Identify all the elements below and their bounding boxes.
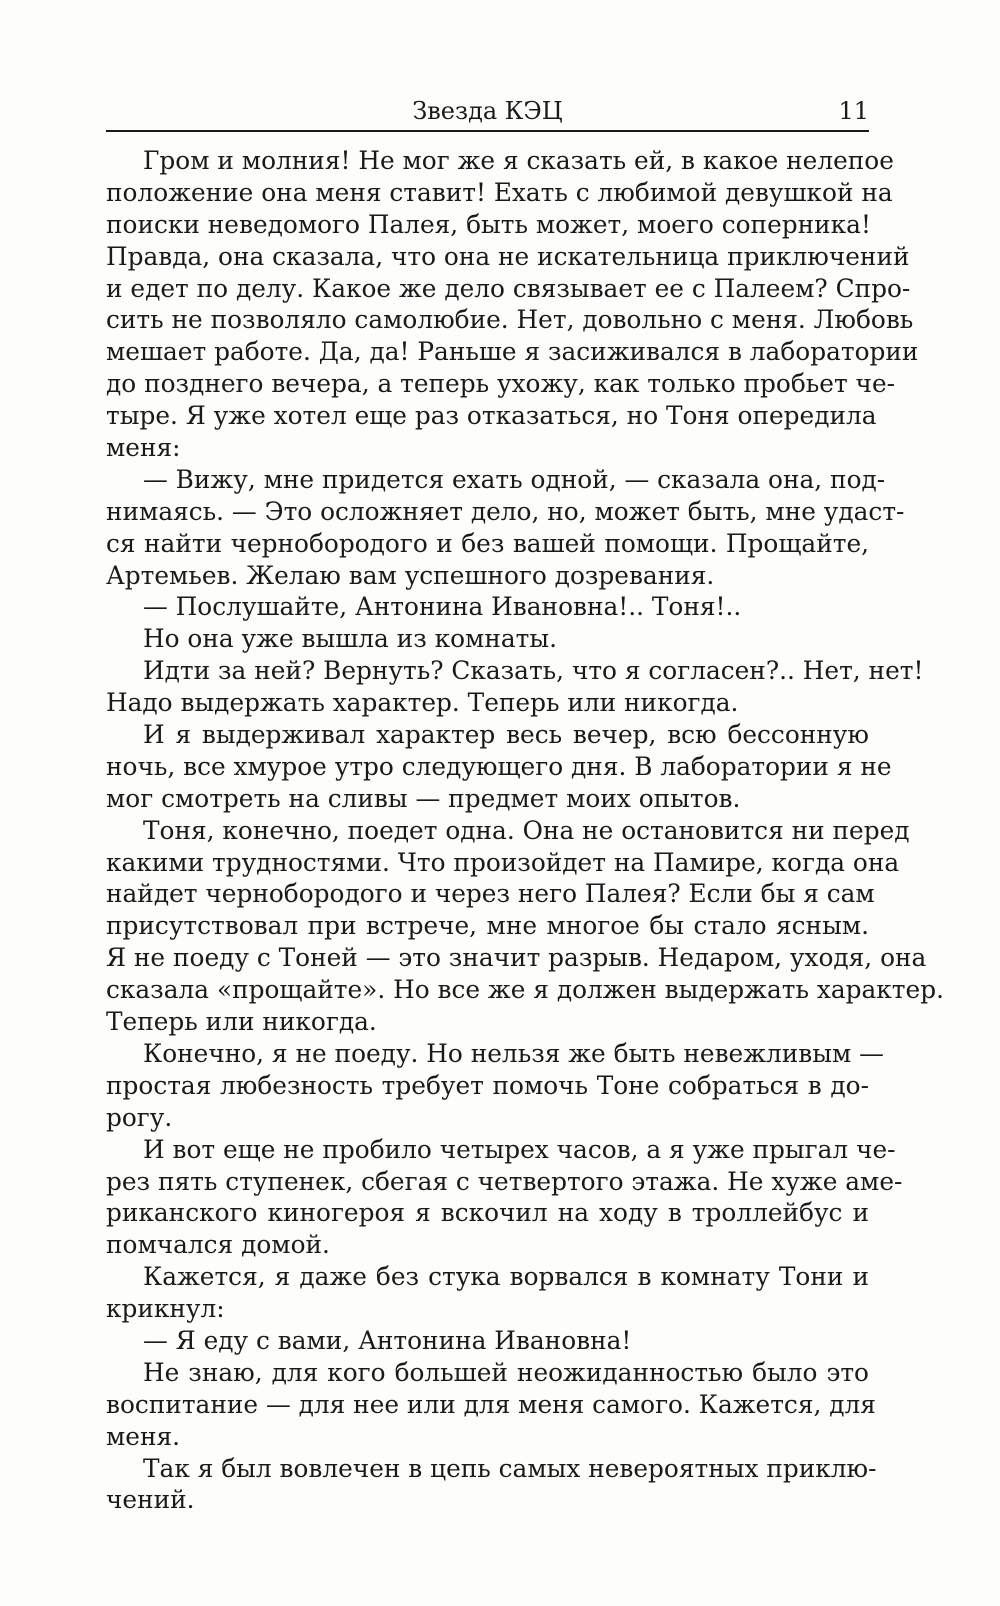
text-line: — Я еду с вами, Антонина Ивановна! — [143, 1325, 632, 1355]
text-line: ночь, все хмурое утро следующего дня. В лаборатории я не — [106, 751, 892, 781]
text-line: положение она меня ставит! Ехать с любимой девушкой на — [106, 177, 893, 207]
text-line: Артемьев. Желаю вам успешного дозревания. — [106, 560, 715, 590]
text-line: риканского киногероя я вскочил на ходу в троллейбус и — [106, 1198, 869, 1228]
text-line: Идти за ней? Вернуть? Сказать, что я согласен?.. Нет, нет! — [143, 656, 924, 686]
text-line: Гром и молния! Не мог же я сказать ей, в какое нелепое — [143, 146, 894, 175]
text-line: тыре. Я уже хотел еще раз отказаться, но Тоня опередила — [106, 401, 877, 431]
text-line: и едет по делу. Какое же дело связывает ее с Палеем? Спро- — [106, 273, 911, 303]
text-line: Правда, она сказала, что она не искательница приключений — [106, 241, 910, 271]
text-line: помчался домой. — [106, 1230, 330, 1260]
paragraph — [106, 464, 905, 592]
text-line: И я выдерживал характер весь вечер, всю бессонную — [143, 720, 869, 750]
header-rule — [106, 130, 869, 132]
paragraph — [106, 1261, 869, 1325]
running-title: Звезда КЭЦ — [412, 97, 563, 125]
running-head — [106, 96, 869, 126]
paragraph — [106, 1453, 877, 1517]
text-line: сказала «прощайте». Но все же я должен выдержать характер. — [106, 975, 944, 1005]
text-line: Тоня, конечно, поедет одна. Она не остановится ни перед — [143, 815, 910, 845]
text-line: мешает работе. Да, да! Раньше я засиживался в лаборатории — [106, 337, 919, 367]
text-line: нимаясь. — Это осложняет дело, но, может быть, мне удаст- — [106, 496, 905, 526]
text-line: простая любезность требует помочь Тоне собраться в до- — [106, 1070, 869, 1100]
text-line: чений. — [106, 1485, 195, 1515]
text-line: меня: — [106, 433, 181, 463]
paragraph — [106, 145, 919, 464]
text-line: до позднего вечера, а теперь ухожу, как только пробьет че- — [106, 369, 895, 399]
book-page — [106, 0, 944, 1606]
text-line: мог смотреть на сливы — предмет моих опытов. — [106, 783, 741, 813]
text-line: Я не поеду с Тоней — это значит разрыв. Недаром, уходя, она — [106, 943, 927, 973]
paragraph — [106, 1325, 869, 1357]
text-line: Не знаю, для кого большей неожиданностью было это — [143, 1357, 869, 1387]
text-line: Конечно, я не поеду. Но нельзя же быть невежливым — — [143, 1038, 884, 1068]
text-line: Но она уже вышла из комнаты. — [143, 624, 557, 654]
paragraph — [106, 1038, 884, 1134]
text-line: рез пять ступенек, сбегая с четвертого этажа. Не хуже аме- — [106, 1166, 903, 1196]
paragraph — [106, 655, 924, 719]
paragraph — [106, 1134, 903, 1262]
text-line: рогу. — [106, 1102, 173, 1132]
text-line: — Послушайте, Антонина Ивановна!.. Тоня!.. — [143, 592, 742, 622]
text-line: Теперь или никогда. — [106, 1007, 377, 1037]
text-line: поиски неведомого Палея, быть может, моего соперника! — [106, 209, 871, 239]
text-line: меня. — [106, 1421, 181, 1451]
text-line: Так я был вовлечен в цепь самых невероятных приклю- — [143, 1453, 877, 1483]
paragraph — [106, 815, 944, 1038]
text-line: крикнул: — [106, 1294, 225, 1324]
paragraph — [106, 623, 869, 655]
text-line: — Вижу, мне придется ехать одной, — сказала она, под- — [143, 464, 886, 494]
paragraph — [106, 719, 892, 815]
text-line: Кажется, я даже без стука ворвался в комнату Тони и — [143, 1262, 869, 1292]
text-line: ся найти чернобородого и без вашей помощи. Прощайте, — [106, 528, 869, 558]
text-line: найдет чернобородого и через него Палея? Если бы я сам — [106, 879, 875, 909]
body-text — [106, 145, 944, 1516]
text-line: И вот еще не пробило четырех часов, а я уже прыгал че- — [143, 1134, 896, 1164]
text-line: воспитание — для нее или для меня самого. Кажется, для — [106, 1389, 876, 1419]
text-line: сить не позволяло самолюбие. Нет, довольно с меня. Любовь — [106, 305, 914, 335]
text-line: какими трудностями. Что произойдет на Памире, когда она — [106, 847, 900, 877]
text-line: присутствовал при встрече, мне многое бы стало ясным. — [106, 911, 869, 941]
paragraph — [106, 591, 869, 623]
page-number: 11 — [838, 97, 869, 125]
paragraph — [106, 1357, 876, 1453]
text-line: Надо выдержать характер. Теперь или никогда. — [106, 688, 739, 718]
